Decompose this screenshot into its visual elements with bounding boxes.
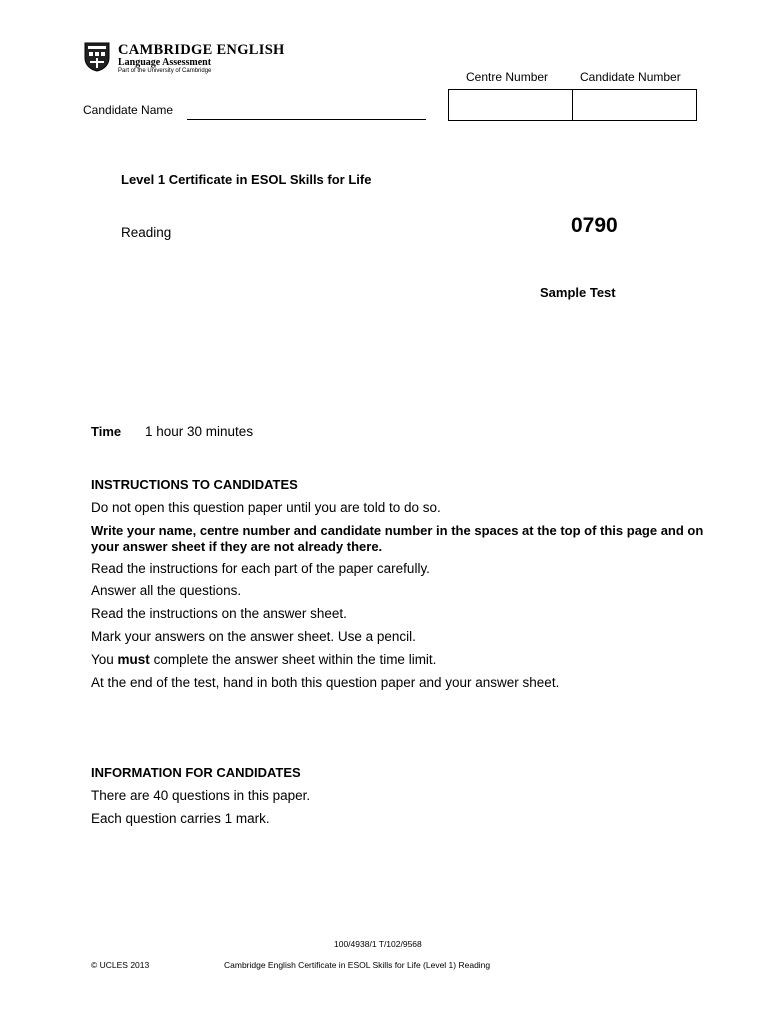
- instructions-heading: INSTRUCTIONS TO CANDIDATES: [91, 477, 298, 492]
- instruction-line: Answer all the questions.: [91, 583, 242, 598]
- instruction-line: Mark your answers on the answer sheet. Use a pencil.: [91, 629, 416, 644]
- candidate-number-field[interactable]: [573, 90, 696, 120]
- information-heading: INFORMATION FOR CANDIDATES: [91, 765, 301, 780]
- time-label: Time: [91, 424, 122, 439]
- qualification-title: Level 1 Certificate in ESOL Skills for Life: [121, 172, 372, 187]
- instruction-line: Read the instructions on the answer sheet.: [91, 606, 347, 621]
- brand-tagline: Part of the University of Cambridge: [118, 68, 212, 74]
- paper-reference: 100/4938/1 T/102/9568: [334, 939, 422, 949]
- information-line: Each question carries 1 mark.: [91, 811, 270, 826]
- brand-name: CAMBRIDGE ENGLISH: [118, 42, 285, 58]
- paper-type: Sample Test: [540, 285, 616, 300]
- brand-subtitle: Language Assessment: [118, 57, 212, 68]
- instruction-line: [91, 652, 711, 668]
- instruction-line: Read the instructions for each part of the paper carefully.: [91, 561, 430, 576]
- footer-title: Cambridge English Certificate in ESOL Skills for Life (Level 1) Reading: [224, 960, 491, 970]
- information-line: There are 40 questions in this paper.: [91, 788, 311, 803]
- cambridge-english-logo: [84, 42, 314, 76]
- copyright-notice: © UCLES 2013: [91, 960, 150, 970]
- university-crest-icon: [84, 42, 110, 72]
- instruction-line-bold: Write your name, centre number and candidate number in the spaces at the top of this page and on your answer sheet if they are not already there.: [91, 523, 704, 554]
- centre-number-field[interactable]: [449, 90, 572, 120]
- emphasis-text: must: [117, 652, 150, 667]
- instruction-text: You: [91, 652, 118, 667]
- instruction-text: complete the answer sheet within the time limit.: [149, 652, 437, 667]
- candidate-number-label: Candidate Number: [580, 70, 681, 84]
- paper-code: 0790: [571, 214, 618, 237]
- centre-number-label: Centre Number: [466, 70, 549, 84]
- paper-subject: Reading: [121, 225, 172, 240]
- instruction-line: At the end of the test, hand in both this question paper and your answer sheet.: [91, 675, 560, 690]
- number-entry-boxes: [448, 89, 697, 121]
- candidate-name-field[interactable]: [187, 118, 426, 120]
- time-value: 1 hour 30 minutes: [145, 424, 254, 439]
- candidate-name-label: Candidate Name: [83, 103, 174, 117]
- instruction-line: Do not open this question paper until you are told to do so.: [91, 500, 441, 515]
